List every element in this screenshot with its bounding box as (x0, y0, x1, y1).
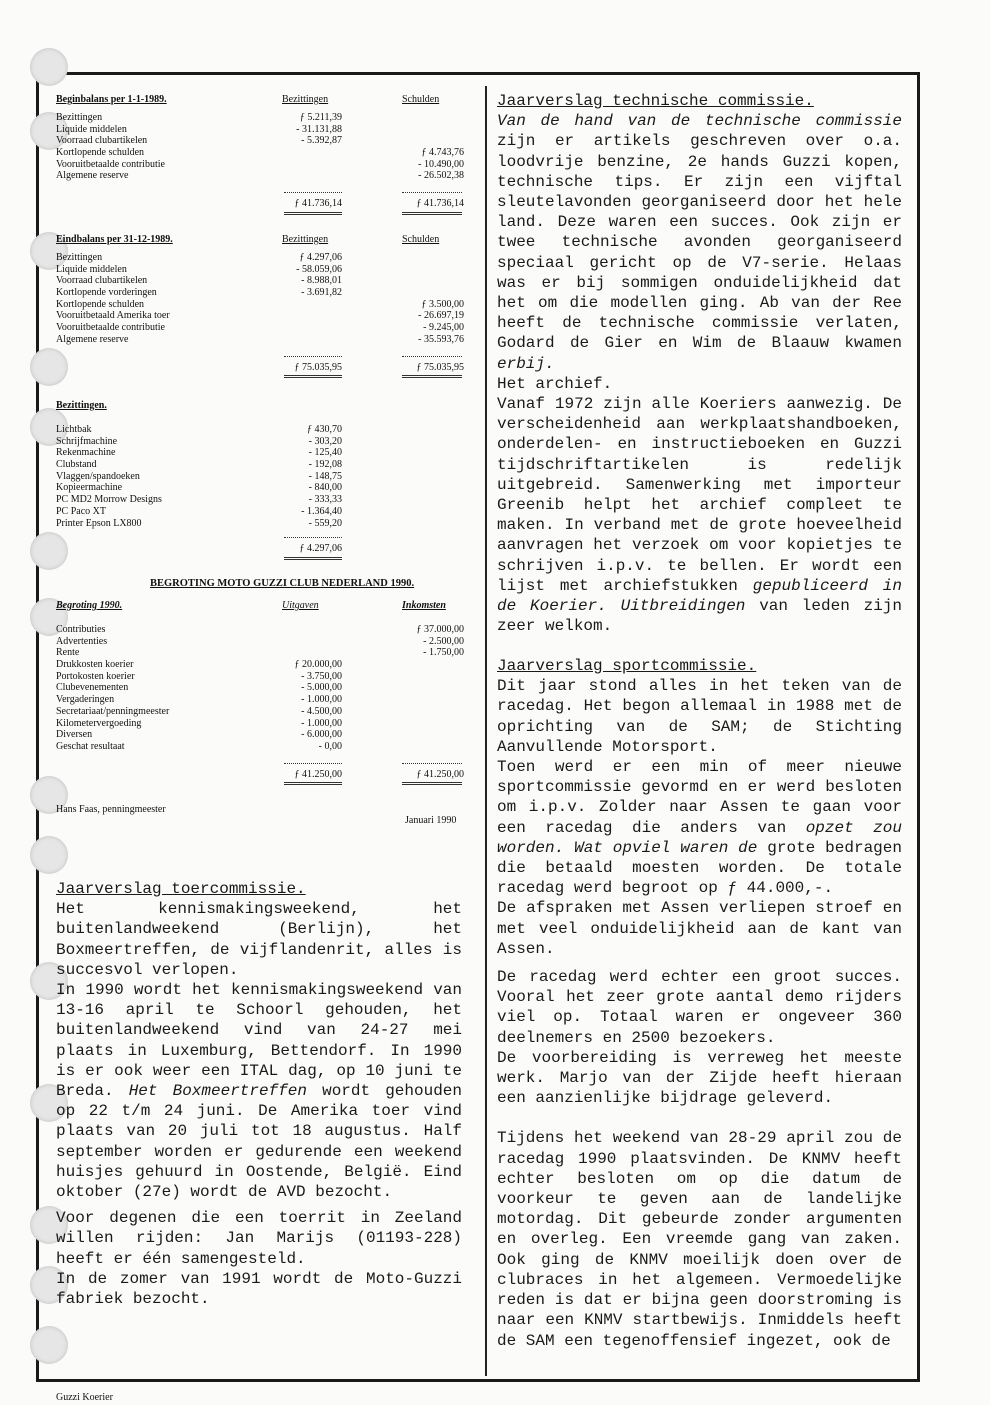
tour-committee-report (56, 879, 462, 1309)
table-row: Diversen - 6.000,00 (56, 729, 342, 741)
paragraph: Vanaf 1972 zijn alle Koeriers aanwezig. De verscheidenheid aan werkplaatshandboeken, onderdelen- en instructieboeken en Guzzi tijdschriftartikelen is redelijk uitgebreid. Samenwerking met importeur Greenib helpt het archief compleet te maken. In verband met de grote hoeveelheid aanvragen het verzoek om voor kopietjes te schrijven i.p.v. te bellen. Er wordt een lijst met archiefstukken gepubliceerd in de Koerier. Uitbreidingen van leden zijn zeer welkom. (497, 395, 902, 636)
technical-committee-report (497, 91, 902, 636)
opening-balance-table (56, 94, 468, 216)
table-row: Kilometervergoeding - 1.000,00 (56, 717, 342, 729)
column-header-liabilities: Schulden (402, 94, 440, 105)
table-row: Rekenmachine - 125,40 (56, 447, 342, 459)
paragraph: Van de hand van de technische commissie zijn er artikels geschreven over o.a. loodvrije benzine, 2e hands Guzzi kopen, technische tips. Er zijn een vijftal sleutelavonden georganiseerd door het hele land. Deze waren een succes. Ook zijn er twee technische avonden georganiseerd speciaal gericht op de V7-serie. Helaas was er bij sommigen onduidelijkheid dat het om die modellen ging. Ab van der Ree heeft de technische commissie verlaten, Godard de Gier en Wim de Blaauw kwamen erbij. (497, 112, 902, 373)
table-row: Lichtbak ƒ 430,70 (56, 424, 342, 435)
table-row: Rente - 1.750,00 (56, 647, 464, 659)
section-heading: Jaarverslag sportcommissie. (497, 657, 757, 675)
column-header-income: Inkomsten (402, 600, 446, 611)
table-row: PC Paco XT - 1.364,40 (56, 505, 342, 517)
table-title: Begroting 1990. (56, 600, 123, 611)
paragraph: In de zomer van 1991 wordt de Moto-Guzzi fabriek bezocht. (56, 1269, 462, 1309)
table-row: Kortlopende vorderingen - 3.691,82 (56, 287, 342, 299)
table-row: Vergaderingen - 1.000,00 (56, 694, 342, 706)
table-title: Beginbalans per 1-1-1989. (56, 94, 167, 105)
column-header-assets: Bezittingen (282, 234, 329, 245)
punch-hole (30, 1326, 68, 1364)
table-row: Clubevenementen - 5.000,00 (56, 682, 342, 694)
column-header-liabilities: Schulden (402, 234, 440, 245)
budget-table (56, 600, 468, 786)
table-row: Vlaggen/spandoeken - 148,75 (56, 470, 342, 482)
table-row: Algemene reserve - 26.502,38 (56, 170, 464, 182)
budget-heading: BEGROTING MOTO GUZZI CLUB NEDERLAND 1990. (150, 578, 415, 589)
table-row: Bezittingen ƒ 5.211,39 (56, 112, 342, 123)
table-row: Vooruitbetaald Amerika toer - 26.697,19 (56, 310, 464, 322)
sport-committee-report (497, 656, 902, 1351)
table-row: Schrijfmachine - 303,20 (56, 435, 342, 447)
total-row: ƒ 41.736,14 ƒ 41.736,14 (294, 198, 464, 210)
table-row: Kortlopende schulden ƒ 3.500,00 (56, 298, 464, 310)
section-heading: Jaarverslag technische commissie. (497, 92, 814, 110)
paragraph: Voor degenen die een toerrit in Zeeland willen rijden: Jan Marijs (01193-228) heeft er één samengesteld. (56, 1209, 462, 1268)
table-row: Secretariaat/penningmeester - 4.500,00 (56, 705, 342, 717)
total-row: ƒ 41.250,00 ƒ 41.250,00 (294, 768, 464, 780)
table-row: Liquide middelen - 31.131,88 (56, 123, 342, 135)
section-heading: Jaarverslag toercommissie. (56, 880, 306, 898)
treasurer-signature: Hans Faas, penningmeester (56, 804, 166, 815)
table-row: Advertenties - 2.500,00 (56, 635, 464, 647)
paragraph: De racedag werd echter een groot succes. Vooral het zeer grote aantal demo rijders viel op. Totaal waren er ongeveer 360 deelnemers en 2500 bezoekers. (497, 968, 902, 1047)
paragraph: Dit jaar stond alles in het teken van de racedag. Het begon allemaal in 1988 met de oprichting van de SAM; de Stichting Aanvullende Motorsport. (497, 677, 902, 756)
table-row: Portokosten koerier - 3.750,00 (56, 670, 342, 682)
total-row: ƒ 4.297,06 (299, 543, 342, 555)
table-row: Algemene reserve - 35.593,76 (56, 333, 464, 345)
table-row: Kopieermachine - 840,00 (56, 482, 342, 494)
table-title: Bezittingen. (56, 400, 107, 411)
paragraph: De afspraken met Assen verliepen stroef en met veel onduidelijkheid aan de kant van Assen. (497, 899, 902, 958)
column-divider (485, 86, 487, 1376)
paragraph: In 1990 wordt het kennismakingsweekend van 13-16 april te Schoorl gehouden, het buitenlandweekend vind van 24-27 mei plaats in Luxemburg, Bettendorf. In 1990 is er ook weer een ITAL dag, op 10 juni te Breda. Het Boxmeertreffen wordt gehouden op 22 t/m 24 juni. De Amerika toer vind plaats van 20 juli tot 18 augustus. Half september worden er gedurende een weekend huisjes gehuurd in Oostende, België. Eind oktober (27e) wordt de AVD bezocht. (56, 981, 462, 1202)
paragraph: Het kennismakingsweekend, het buitenlandweekend (Berlijn), het Boxmeertreffen, de vijflandenrit, alles is succesvol verlopen. (56, 900, 462, 979)
table-row: Voorraad clubartikelen - 5.392,87 (56, 135, 342, 147)
assets-table (56, 400, 468, 561)
closing-balance-table (56, 234, 468, 379)
table-row: Geschat resultaat - 0,00 (56, 740, 342, 752)
table-row: Vooruitbetaalde contributie - 10.490,00 (56, 158, 464, 170)
total-row: ƒ 75.035,95 ƒ 75.035,95 (294, 361, 464, 373)
paragraph: De voorbereiding is verreweg het meeste werk. Marjo van der Zijde heeft hieraan een aanzienlijke bijdrage geleverd. (497, 1048, 902, 1108)
punch-hole (30, 48, 68, 86)
paragraph: Toen werd er een min of meer nieuwe sportcommissie gevormd en er werd besloten om i.p.v. Zolder naar Assen te gaan voor een racedag die anders van opzet zou worden. Wat opviel waren de grote bedragen die betaald moesten worden. De totale racedag werd begroot op ƒ 44.000,-. (497, 758, 902, 898)
paragraph: Tijdens het weekend van 28-29 april zou de racedag 1990 plaatsvinden. De KNMV heeft echter besloten om op die datum de voorkeur te geven aan de landelijke motordag. Dit gebeurde zonder argumenten en overleg. Een vreemde gang van zaken. Ook ging de KNMV moeilijk doen over de clubraces in het algemeen. Vermoedelijke reden is dat er bijna geen doorstroming is naar een KNMV startbewijs. Inmiddels heeft de SAM een tegenoffensief ingezet, ook de (497, 1129, 902, 1350)
table-row: Vooruitbetaalde contributie - 9.245,00 (56, 322, 464, 334)
table-row: Contributies ƒ 37.000,00 (56, 624, 464, 635)
report-date: Januari 1990 (405, 815, 457, 826)
column-header-expenses: Uitgaven (282, 600, 319, 611)
table-row: PC MD2 Morrow Designs - 333,33 (56, 494, 342, 506)
table-row: Clubstand - 192,08 (56, 459, 342, 471)
footer-publication: Guzzi Koerier (56, 1392, 113, 1403)
punch-hole (30, 836, 68, 874)
subheading: Het archief. (497, 374, 613, 393)
table-row: Liquide middelen - 58.059,06 (56, 263, 342, 275)
table-row: Printer Epson LX800 - 559,20 (56, 517, 342, 529)
column-header-assets: Bezittingen (282, 94, 329, 105)
table-row: Kortlopende schulden ƒ 4.743,76 (56, 147, 464, 159)
table-row: Drukkosten koerier ƒ 20.000,00 (56, 659, 342, 671)
table-row: Voorraad clubartikelen - 8.988,01 (56, 275, 342, 287)
table-title: Eindbalans per 31-12-1989. (56, 234, 173, 245)
table-row: Bezittingen ƒ 4.297,06 (56, 252, 342, 263)
